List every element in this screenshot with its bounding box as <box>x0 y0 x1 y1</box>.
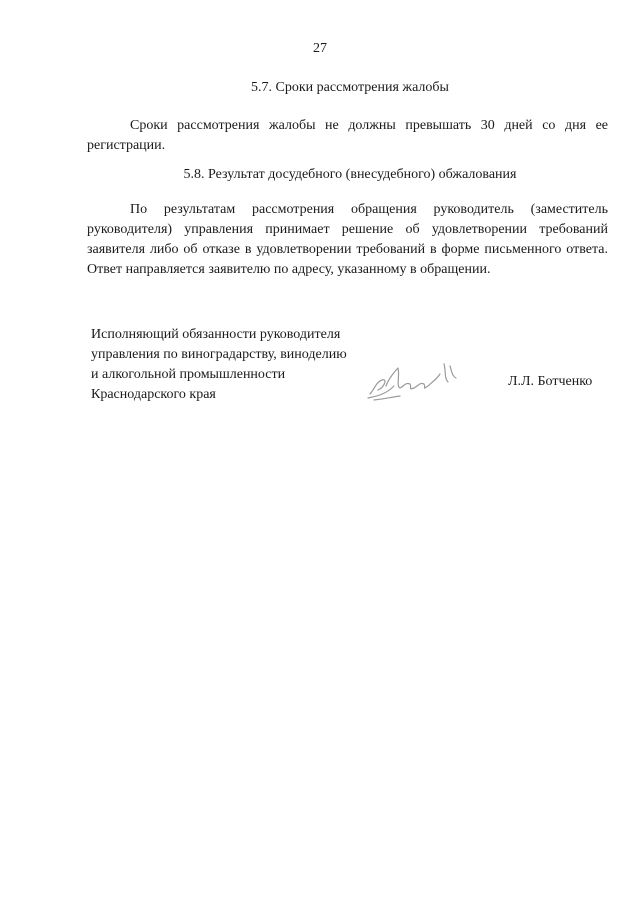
handwritten-signature <box>364 356 464 404</box>
signer-title-line-3: и алкогольной промышленности <box>91 367 286 382</box>
signature-title-block <box>91 325 347 405</box>
section-5-8-paragraph: По результатам рассмотрения обращения руководитель (заместитель руководителя) управления принимает решение об удовлетворении требований заявителя либо об отказе в удовлетворении требований в форме письменного ответа. Ответ направляется заявителю по адресу, указанному в обращении. <box>87 202 608 277</box>
signer-title-line-1: Исполняющий обязанности руководителя <box>91 327 341 342</box>
page-number: 27 <box>313 41 327 56</box>
signer-title-line-2: управления по виноградарству, виноделию <box>91 347 347 362</box>
section-5-8-heading: 5.8. Результат досудебного (внесудебного) обжалования <box>183 167 517 182</box>
signer-name: Л.Л. Ботченко <box>508 374 593 389</box>
section-5-7-paragraph: Сроки рассмотрения жалобы не должны превышать 30 дней со дня ее регистрации. <box>87 118 608 153</box>
signer-title-line-4: Краснодарского края <box>91 387 216 402</box>
section-5-7-heading: 5.7. Сроки рассмотрения жалобы <box>251 80 449 95</box>
